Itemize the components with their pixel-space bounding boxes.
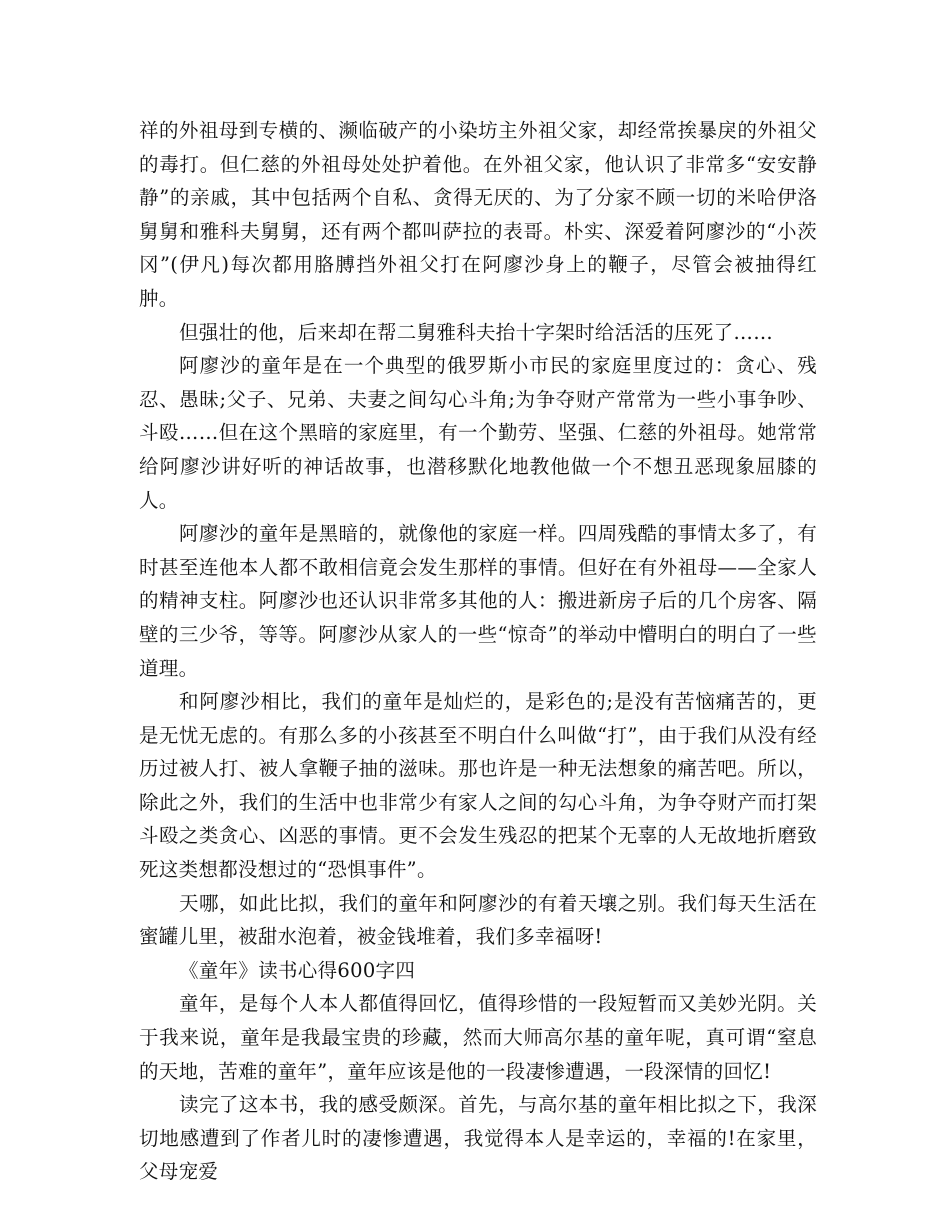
paragraph-8: 读完了这本书，我的感受颇深。首先，与高尔基的童年相比拟之下，我深切地感遭到了作者儿时的凄惨遭遇，我觉得本人是幸运的，幸福的!在家里，父母宠爱 bbox=[139, 1093, 817, 1184]
document-body bbox=[139, 114, 817, 1189]
paragraph-1: 祥的外祖母到专横的、濒临破产的小染坊主外祖父家，却经常挨暴戾的外祖父的毒打。但仁慈的外祖母处处护着他。在外祖父家，他认识了非常多“安安静静”的亲戚，其中包括两个自私、贪得无厌的、为了分家不顾一切的米哈伊洛舅舅和雅科夫舅舅，还有两个都叫萨拉的表哥。朴实、深爱着阿廖沙的“小茨冈”(伊凡)每次都用胳膊挡外祖父打在阿廖沙身上的鞭子，尽管会被抽得红肿。 bbox=[139, 119, 817, 310]
paragraph-2: 但强壮的他，后来却在帮二舅雅科夫抬十字架时给活活的压死了…… bbox=[179, 320, 774, 344]
paragraph-3: 阿廖沙的童年是在一个典型的俄罗斯小市民的家庭里度过的：贪心、残忍、愚昧;父子、兄弟、夫妻之间勾心斗角;为争夺财产常常为一些小事争吵、斗殴……但在这个黑暗的家庭里，有一个勤劳、坚强、仁慈的外祖母。她常常给阿廖沙讲好听的神话故事，也潜移默化地教他做一个不想丑恶现象屈膝的人。 bbox=[139, 354, 817, 512]
paragraph-5: 和阿廖沙相比，我们的童年是灿烂的，是彩色的;是没有苦恼痛苦的，更是无忧无虑的。有那么多的小孩甚至不明白什么叫做“打”，由于我们从没有经历过被人打、被人拿鞭子抽的滋味。那也许是一种无法想象的痛苦吧。所以，除此之外，我们的生活中也非常少有家人之间的勾心斗角，为争夺财产而打架斗殴之类贪心、凶恶的事情。更不会发生残忍的把某个无辜的人无故地折磨致死这类想都没想过的“恐惧事件”。 bbox=[139, 690, 817, 882]
paragraph-4: 阿廖沙的童年是黑暗的，就像他的家庭一样。四周残酷的事情太多了，有时甚至连他本人都不敢相信竟会发生那样的事情。但好在有外祖母——全家人的精神支柱。阿廖沙也还认识非常多其他的人：搬进新房子后的几个房客、隔壁的三少爷，等等。阿廖沙从家人的一些“惊奇”的举动中懵明白的明白了一些道理。 bbox=[139, 522, 817, 680]
section-heading: 《童年》读书心得600字四 bbox=[179, 958, 416, 982]
paragraph-7: 童年，是每个人本人都值得回忆，值得珍惜的一段短暂而又美妙光阴。关于我来说，童年是我最宝贵的珍藏，然而大师高尔基的童年呢，真可谓“窒息的天地，苦难的童年”，童年应该是他的一段凄惨遭遇，一段深情的回忆! bbox=[139, 992, 817, 1083]
paragraph-6: 天哪，如此比拟，我们的童年和阿廖沙的有着天壤之别。我们每天生活在蜜罐儿里，被甜水泡着，被金钱堆着，我们多幸福呀! bbox=[139, 891, 817, 949]
